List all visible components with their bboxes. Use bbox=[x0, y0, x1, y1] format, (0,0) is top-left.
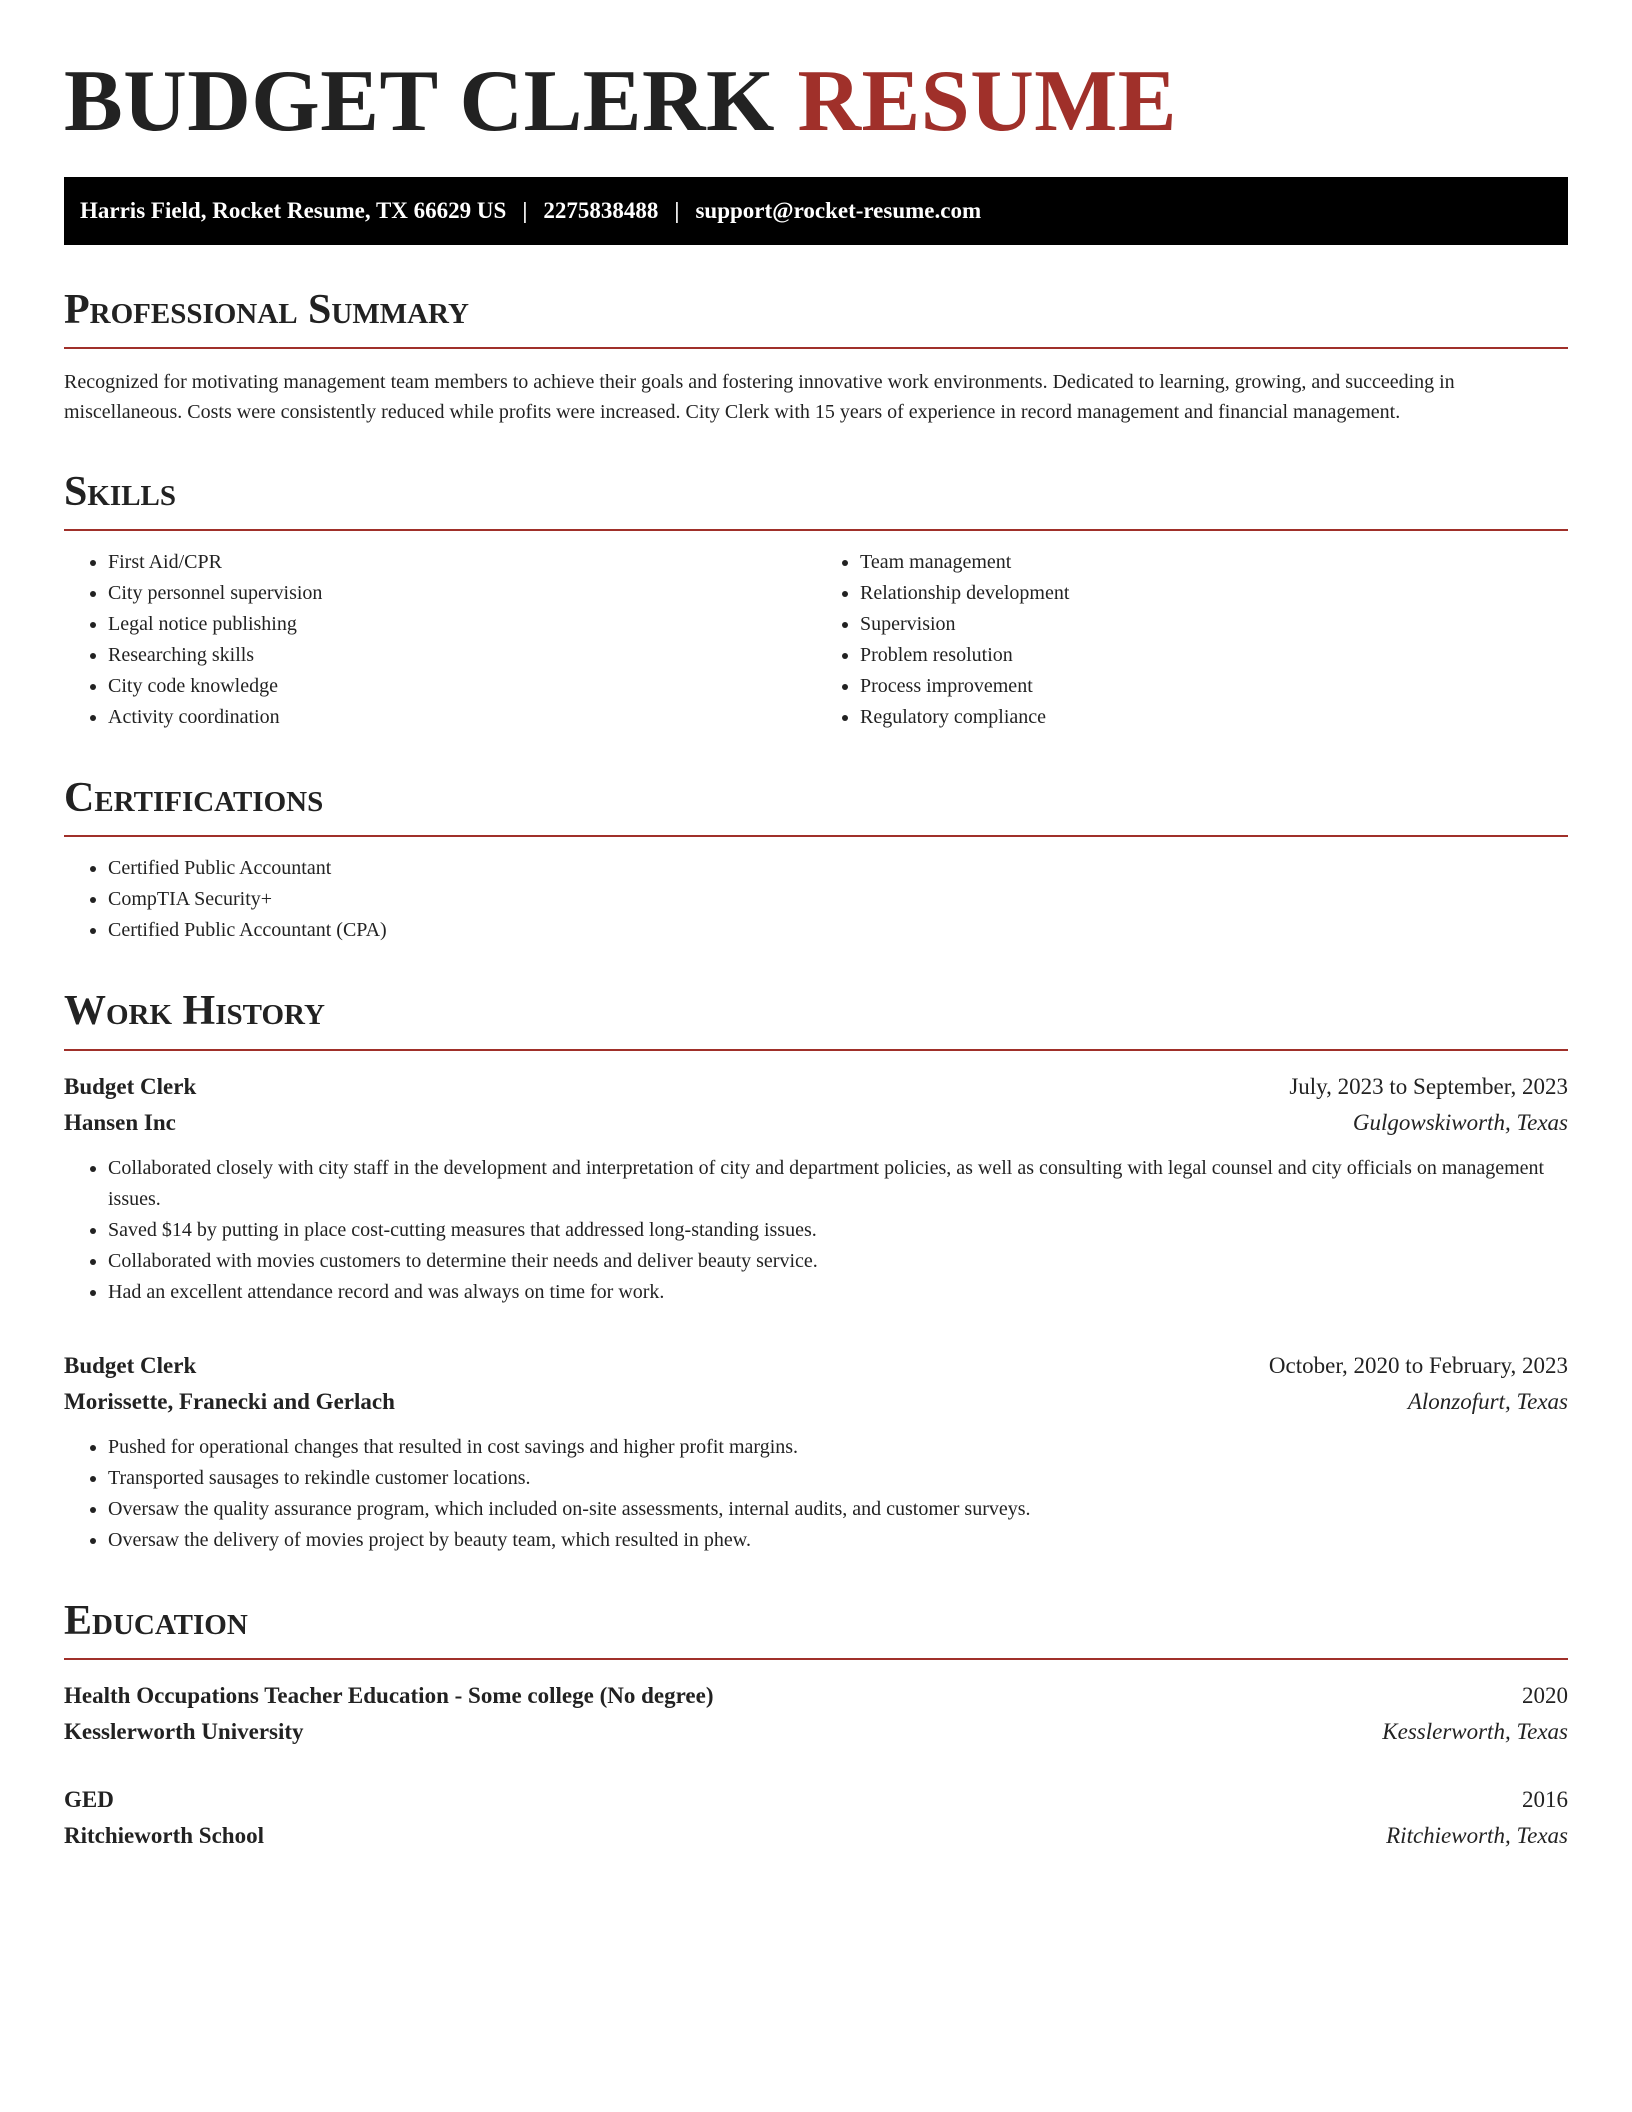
job-bullet: • Oversaw the delivery of movies project by beauty team, which resulted in phew. bbox=[108, 1525, 1568, 1556]
contact-separator: | bbox=[674, 197, 680, 223]
skill-item: • Process improvement bbox=[860, 671, 1568, 702]
job-dates: October, 2020 to February, 2023 bbox=[1268, 1352, 1568, 1378]
skills-list-left bbox=[64, 547, 816, 733]
job-bullet: • Transported sausages to rekindle customer locations. bbox=[108, 1463, 1568, 1494]
job-title: Budget Clerk bbox=[64, 1352, 197, 1378]
education-location: Ritchieworth, Texas bbox=[1386, 1822, 1568, 1848]
job-bullet: • Oversaw the quality assurance program, which included on-site assessments, internal audits, and customer surveys. bbox=[108, 1494, 1568, 1525]
contact-phone: 2275838488 bbox=[543, 197, 659, 223]
contact-separator: | bbox=[522, 197, 528, 223]
skill-item: • City personnel supervision bbox=[108, 578, 816, 609]
job-company: Morissette, Franecki and Gerlach bbox=[64, 1388, 395, 1414]
contact-email: support@rocket-resume.com bbox=[695, 197, 982, 223]
education-degree: Health Occupations Teacher Education - Some college (No degree) bbox=[64, 1682, 714, 1708]
skill-item: • Regulatory compliance bbox=[860, 702, 1568, 733]
job-bullets bbox=[64, 1153, 1568, 1308]
job-company-row bbox=[64, 1384, 1568, 1420]
skill-item: • Supervision bbox=[860, 609, 1568, 640]
job-header-row bbox=[64, 1069, 1568, 1105]
education-entry bbox=[64, 1678, 1568, 1750]
certifications-list bbox=[64, 853, 1568, 946]
education-heading: Education bbox=[64, 1598, 1568, 1660]
education-degree: GED bbox=[64, 1786, 114, 1812]
certification-item: • Certified Public Accountant bbox=[108, 853, 1568, 884]
contact-address: Harris Field, Rocket Resume, TX 66629 US bbox=[80, 197, 507, 223]
job-entry bbox=[64, 1348, 1568, 1556]
skills-list-right bbox=[816, 547, 1568, 733]
job-title: Budget Clerk bbox=[64, 1073, 197, 1099]
job-dates: July, 2023 to September, 2023 bbox=[1289, 1073, 1568, 1099]
job-bullet: • Pushed for operational changes that resulted in cost savings and higher profit margins. bbox=[108, 1432, 1568, 1463]
work-history-section bbox=[64, 988, 1568, 1555]
summary-text: Recognized for motivating management team members to achieve their goals and fostering innovative work environments. Dedicated to learning, growing, and succeeding in miscellaneous. Costs were consistently reduced while profits were increased. City Clerk with 15 years of experience in record management and financial management. bbox=[64, 370, 1455, 423]
skill-item: • Relationship development bbox=[860, 578, 1568, 609]
job-header-row bbox=[64, 1348, 1568, 1384]
job-bullets bbox=[64, 1432, 1568, 1556]
skill-item: • First Aid/CPR bbox=[108, 547, 816, 578]
skill-item: • Activity coordination bbox=[108, 702, 816, 733]
education-entry bbox=[64, 1782, 1568, 1854]
education-school-row bbox=[64, 1714, 1568, 1750]
education-section bbox=[64, 1598, 1568, 1854]
job-location: Gulgowskiworth, Texas bbox=[1352, 1109, 1568, 1135]
certifications-section bbox=[64, 775, 1568, 946]
education-degree-row bbox=[64, 1782, 1568, 1818]
education-school-row bbox=[64, 1818, 1568, 1854]
skill-item: • Problem resolution bbox=[860, 640, 1568, 671]
job-bullet: • Collaborated closely with city staff in the development and interpretation of city and department policies, as well as consulting with legal counsel and city officials on management issues. bbox=[108, 1153, 1568, 1215]
skill-item: • Legal notice publishing bbox=[108, 609, 816, 640]
education-location: Kesslerworth, Texas bbox=[1382, 1718, 1568, 1744]
job-bullet: • Collaborated with movies customers to determine their needs and deliver beauty service. bbox=[108, 1246, 1568, 1277]
education-school: Kesslerworth University bbox=[64, 1718, 304, 1744]
skills-grid bbox=[64, 531, 1568, 733]
job-company-row bbox=[64, 1105, 1568, 1141]
title-accent: RESUME bbox=[797, 53, 1177, 150]
job-entry bbox=[64, 1069, 1568, 1308]
resume-title bbox=[64, 54, 1568, 151]
skill-item: • City code knowledge bbox=[108, 671, 816, 702]
certification-item: • CompTIA Security+ bbox=[108, 884, 1568, 915]
education-degree-row bbox=[64, 1678, 1568, 1714]
job-location: Alonzofurt, Texas bbox=[1407, 1388, 1568, 1414]
skill-item: • Team management bbox=[860, 547, 1568, 578]
education-school: Ritchieworth School bbox=[64, 1822, 264, 1848]
contact-bar bbox=[64, 177, 1568, 245]
skills-section bbox=[64, 469, 1568, 733]
education-year: 2020 bbox=[1522, 1682, 1568, 1708]
title-main: BUDGET CLERK bbox=[64, 53, 775, 150]
certifications-heading: Certifications bbox=[64, 775, 1568, 837]
summary-section bbox=[64, 287, 1568, 427]
skills-heading: Skills bbox=[64, 469, 1568, 531]
summary-heading: Professional Summary bbox=[64, 287, 1568, 349]
work-history-heading: Work History bbox=[64, 988, 1568, 1050]
certification-item: • Certified Public Accountant (CPA) bbox=[108, 915, 1568, 946]
job-bullet: • Saved $14 by putting in place cost-cutting measures that addressed long-standing issues. bbox=[108, 1215, 1568, 1246]
job-bullet: • Had an excellent attendance record and was always on time for work. bbox=[108, 1277, 1568, 1308]
education-year: 2016 bbox=[1522, 1786, 1568, 1812]
job-company: Hansen Inc bbox=[64, 1109, 176, 1135]
skill-item: • Researching skills bbox=[108, 640, 816, 671]
